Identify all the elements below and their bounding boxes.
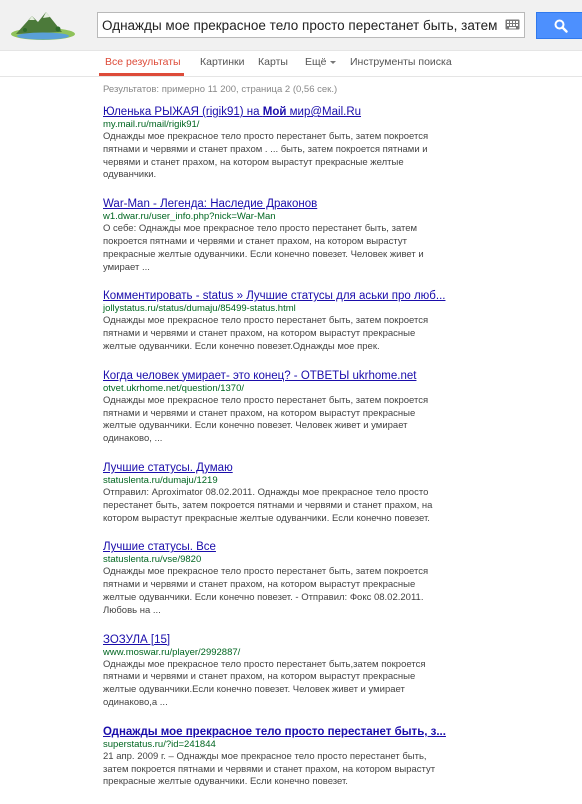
chevron-down-icon [330, 61, 336, 64]
result-snippet: 21 апр. 2009 г. – Однажды мое прекрасное тело просто перестанет быть, затем покроется пятнами и червями и станет прахом, на котором вырастут прекрасные желтые одуванчики. Если конечно повезет. [103, 750, 436, 788]
result-stats: Результатов: примерно 11 200, страница 2 (0,56 сек.) [103, 84, 338, 95]
result-url: superstatus.ru/?id=241844 [103, 738, 216, 750]
result-title-link[interactable]: Комментировать - status » Лучшие статусы для аськи про люб... [103, 290, 446, 303]
result-title-bold: Мой [262, 106, 287, 118]
result-item [103, 369, 543, 446]
results-list [103, 105, 543, 804]
result-item [103, 105, 543, 182]
tab-search-tools[interactable]: Инструменты поиска [350, 56, 452, 68]
result-title-link[interactable] [103, 105, 543, 119]
result-title-part: мир@Mail.Ru [286, 106, 362, 118]
logo-icon[interactable] [10, 8, 76, 42]
result-url: otvet.ukrhome.net/question/1370/ [103, 382, 245, 394]
keyboard-icon[interactable] [505, 19, 520, 30]
tab-all-results[interactable]: Все результаты [105, 56, 181, 68]
top-bar [0, 0, 582, 51]
result-url: statuslenta.ru/dumaju/1219 [103, 474, 218, 486]
tab-more-label: Ещё [305, 56, 327, 68]
result-snippet: Отправил: Aproximator 08.02.2011. Однажды мое прекрасное тело просто перестанет быть, затем покроется пятнами и червями и станет прахом, на котором вырастут прекрасные желтые одуванчики. Если конечно повезет. [103, 486, 433, 524]
result-snippet: Однажды мое прекрасное тело просто перестанет быть, затем покроется пятнами и червями и станет прахом, на котором вырастут прекрасные желтые одуванчики. Если конечно повезет. - Отправил: Фокс 08.02.2011. Любовь на ... [103, 566, 429, 616]
search-button[interactable] [536, 12, 582, 39]
result-snippet: Однажды мое прекрасное тело просто перестанет быть, затем покроется пятнами и червями и станет прахом . ... быть, затем покроется пятнами и червями и станет прахом, на котором вырастут прекрасные желтые одуванчики. [103, 131, 429, 181]
result-item [103, 197, 543, 274]
result-item [103, 461, 543, 525]
result-item [103, 633, 543, 710]
search-input[interactable] [102, 16, 500, 34]
search-box [97, 12, 525, 38]
result-title-link[interactable]: War-Man - Легенда: Наследие Драконов [103, 198, 318, 211]
result-title-link[interactable]: Лучшие статусы. Все [103, 541, 216, 554]
result-snippet: Однажды мое прекрасное тело просто перестанет быть, затем покроется пятнами и червями и станет прахом, на котором вырастут прекрасные желтые одуванчики. Если конечно повезет.Однажды мое прек. [103, 315, 429, 352]
result-snippet: Однажды мое прекрасное тело просто перестанет быть, затем покроется пятнами и червями и станет прахом, на котором вырастут прекрасные желтые одуванчики. Если конечно повезет. Человек живет и умирает одинаково, ... [103, 394, 429, 445]
result-item [103, 725, 543, 789]
tab-images[interactable]: Картинки [200, 56, 245, 68]
search-tabs [0, 50, 582, 77]
active-tab-indicator [99, 73, 184, 76]
result-title-part: Юленька РЫЖАЯ (rigik91) на [103, 106, 263, 118]
result-snippet: О себе: Однажды мое прекрасное тело просто перестанет быть, затем покроется пятнами и червями и станет прахом, на котором вырастут прекрасные желтые одуванчики. Если конечно повезет. Человек живет и умирает ... [103, 223, 424, 273]
result-url: www.moswar.ru/player/2992887/ [103, 646, 241, 658]
search-icon [554, 19, 568, 33]
result-title-link[interactable]: ЗОЗУЛА [15] [103, 633, 171, 646]
result-title-link[interactable]: Когда человек умирает- это конец? - ОТВЕТЫ ukrhome.net [103, 369, 417, 382]
result-url: jollystatus.ru/status/dumaju/85499-status.html [103, 303, 296, 315]
result-item [103, 540, 543, 617]
result-url: my.mail.ru/mail/rigik91/ [103, 119, 200, 130]
result-snippet: Однажды мое прекрасное тело просто перестанет быть,затем покроется пятнами и червями и станет прахом, на котором вырастут прекрасные желтые одуванчики.Если конечно повезет. Человек живет и умирает одинаково,а ... [103, 658, 426, 708]
result-title-link[interactable]: Однажды мое прекрасное тело просто перестанет быть, з... [103, 725, 446, 738]
result-title-link[interactable]: Лучшие статусы. Думаю [103, 461, 233, 474]
result-item [103, 289, 543, 353]
result-url: w1.dwar.ru/user_info.php?nick=War-Man [103, 211, 276, 223]
tab-maps[interactable]: Карты [258, 56, 288, 68]
result-url: statuslenta.ru/vse/9820 [103, 554, 202, 566]
tab-more[interactable] [305, 56, 336, 68]
